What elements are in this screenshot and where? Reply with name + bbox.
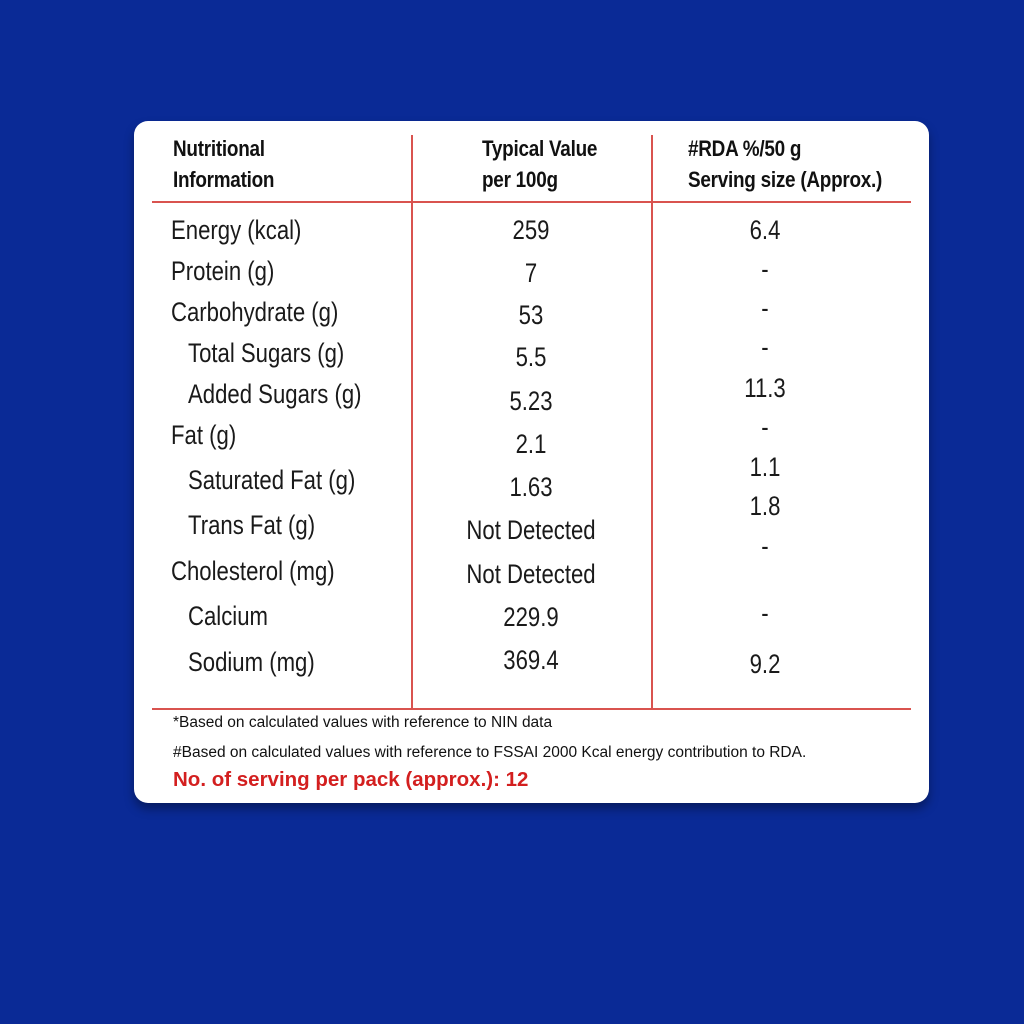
row-name: Sodium (mg)	[188, 647, 315, 677]
row-rda: -	[761, 254, 769, 284]
row-name: Calcium	[188, 601, 268, 631]
servings-per-pack: No. of serving per pack (approx.): 12	[173, 768, 529, 791]
row-rda: -	[761, 412, 769, 442]
column-divider	[411, 135, 413, 708]
fssai-footnote: #Based on calculated values with reference to FSSAI 2000 Kcal energy contribution to RDA.	[173, 744, 807, 761]
header-nutritional-information: Nutritional Information	[173, 136, 275, 192]
header-typical-value: Typical Value per 100g	[482, 136, 598, 192]
footer-divider	[152, 708, 911, 710]
row-value: 2.1	[515, 429, 547, 459]
row-name: Energy (kcal)	[171, 215, 302, 245]
row-name: Trans Fat (g)	[188, 510, 316, 540]
nin-footnote: *Based on calculated values with reference to NIN data	[173, 714, 553, 731]
row-value: Not Detected	[466, 515, 596, 545]
row-value: 259	[512, 215, 550, 245]
row-value: 1.63	[509, 472, 553, 502]
row-rda: -	[761, 531, 769, 561]
row-rda: -	[761, 293, 769, 323]
row-name: Saturated Fat (g)	[188, 465, 356, 495]
column-divider	[651, 135, 653, 708]
row-rda: -	[761, 598, 769, 628]
row-value: 7	[524, 258, 538, 288]
row-rda: 1.1	[749, 452, 781, 482]
row-rda: 11.3	[744, 373, 786, 403]
row-name: Total Sugars (g)	[188, 338, 345, 368]
row-value: Not Detected	[466, 559, 596, 589]
row-name: Protein (g)	[171, 256, 275, 286]
row-rda: 1.8	[749, 491, 781, 521]
row-name: Carbohydrate (g)	[171, 297, 339, 327]
header-divider	[152, 201, 911, 203]
row-name: Cholesterol (mg)	[171, 556, 335, 586]
row-rda: 6.4	[749, 215, 781, 245]
row-rda: 9.2	[749, 649, 781, 679]
row-rda: -	[761, 332, 769, 362]
row-value: 369.4	[503, 645, 559, 675]
row-value: 53	[518, 300, 544, 330]
row-value: 229.9	[503, 602, 559, 632]
row-name: Added Sugars (g)	[188, 379, 362, 409]
row-value: 5.5	[515, 342, 547, 372]
row-name: Fat (g)	[171, 420, 237, 450]
nutrition-table-card	[134, 121, 929, 803]
row-value: 5.23	[509, 386, 553, 416]
header-rda: #RDA %/50 g Serving size (Approx.)	[688, 136, 883, 192]
